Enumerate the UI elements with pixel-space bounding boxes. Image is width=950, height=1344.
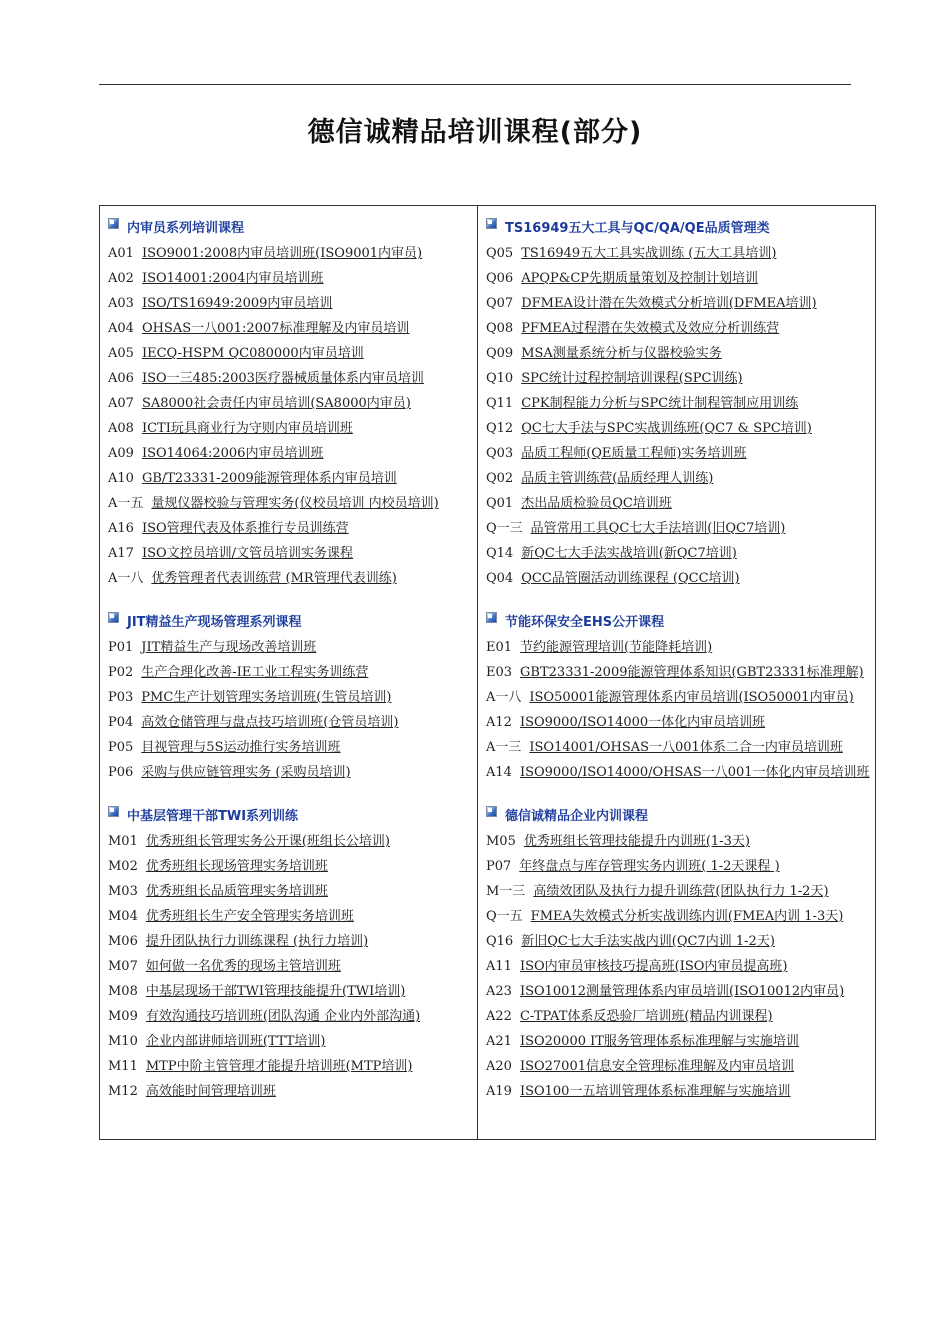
course-item	[486, 829, 870, 854]
right-column	[486, 216, 870, 1139]
section-bullet-icon	[108, 612, 119, 623]
course-item	[486, 316, 870, 341]
course-code: A16	[108, 521, 134, 536]
course-link[interactable]: 品管常用工具QC七大手法培训(旧QC7培训)	[530, 521, 786, 536]
course-item	[486, 904, 870, 929]
course-code: A07	[108, 396, 134, 411]
course-item	[486, 1079, 870, 1104]
course-item	[486, 391, 870, 416]
course-section	[486, 216, 870, 591]
course-link[interactable]: ISO14001/OHSAS一八001体系二合一内审员培训班	[529, 740, 843, 755]
course-code: Q09	[486, 346, 514, 361]
section-bullet-icon	[108, 218, 119, 229]
course-item	[108, 660, 470, 685]
course-item	[108, 854, 470, 879]
course-link[interactable]: 高效仓储管理与盘点技巧培训班(仓管员培训)	[141, 715, 399, 730]
course-link[interactable]: CPK制程能力分析与SPC统计制程管制应用训练	[521, 396, 799, 411]
course-link[interactable]: C-TPAT体系反恐验厂培训班(精品内训课程)	[519, 1009, 773, 1024]
course-code: A一八	[486, 690, 522, 705]
course-code: M02	[108, 859, 138, 874]
course-link[interactable]: 节约能源管理培训(节能降耗培训)	[520, 640, 713, 655]
course-item	[108, 416, 470, 441]
course-code: A一五	[108, 496, 144, 511]
course-item	[108, 879, 470, 904]
course-link[interactable]: 企业内部讲师培训班(TTT培训)	[145, 1034, 326, 1049]
course-link[interactable]: ISO9000/ISO14000/OHSAS一八001一体化内审员培训班	[519, 765, 870, 780]
course-item	[486, 291, 870, 316]
section-header	[486, 216, 870, 241]
course-link[interactable]: MTP中阶主管管理才能提升培训班(MTP培训)	[145, 1059, 413, 1074]
course-item	[108, 516, 470, 541]
course-link[interactable]: QC七大手法与SPC实战训练班(QC7 & SPC培训)	[521, 421, 812, 436]
course-item	[486, 760, 870, 785]
course-link[interactable]: 高绩效团队及执行力提升训练营(团队执行力 1-2天)	[533, 884, 829, 899]
course-code: M12	[108, 1084, 138, 1099]
course-code: A10	[108, 471, 134, 486]
course-link[interactable]: ISO20000 IT服务管理体系标准理解与实施培训	[519, 1034, 799, 1049]
course-link[interactable]: ISO一三485:2003医疗器械质量体系内审员培训	[141, 371, 424, 386]
course-code: M09	[108, 1009, 138, 1024]
section-header	[486, 610, 870, 635]
course-link[interactable]: ISO文控员培训/文管员培训实务课程	[141, 546, 354, 561]
course-item	[108, 316, 470, 341]
section-title: 德信诚精品企业内训课程	[505, 809, 649, 824]
course-item	[486, 416, 870, 441]
course-code: E03	[486, 665, 513, 680]
course-link[interactable]: FMEA失效模式分析实战训练内训(FMEA内训 1-3天)	[530, 909, 844, 924]
course-link[interactable]: 杰出品质检验员QC培训班	[521, 496, 672, 511]
section-header	[486, 804, 870, 829]
course-code: P05	[108, 740, 134, 755]
course-item	[486, 1054, 870, 1079]
course-section	[108, 610, 470, 785]
course-item	[108, 291, 470, 316]
course-link[interactable]: ISO14001:2004内审员培训班	[141, 271, 324, 286]
course-link[interactable]: 优秀管理者代表训练营 (MR管理代表训练)	[151, 571, 397, 586]
course-item	[486, 735, 870, 760]
course-table	[99, 205, 876, 1140]
section-title: 中基层管理干部TWI系列训练	[127, 809, 299, 824]
course-code: Q14	[486, 546, 514, 561]
left-column	[108, 216, 470, 1139]
section-bullet-icon	[108, 806, 119, 817]
course-code: M05	[486, 834, 516, 849]
course-code: A22	[486, 1009, 512, 1024]
course-code: A02	[108, 271, 134, 286]
section-bullet-icon	[486, 612, 497, 623]
course-link[interactable]: APQP&CP先期质量策划及控制计划培训	[521, 271, 759, 286]
course-link[interactable]: 高效能时间管理培训班	[145, 1084, 276, 1099]
course-link[interactable]: 优秀班组长生产安全管理实务培训班	[145, 909, 354, 924]
course-code: A05	[108, 346, 134, 361]
course-link[interactable]: ISO管理代表及体系推行专员训练营	[141, 521, 349, 536]
course-link[interactable]: DFMEA设计潜在失效模式分析培训(DFMEA培训)	[521, 296, 817, 311]
course-code: P06	[108, 765, 134, 780]
course-code: A23	[486, 984, 512, 999]
course-item	[108, 241, 470, 266]
course-code: A14	[486, 765, 512, 780]
course-link[interactable]: GB/T23331-2009能源管理体系内审员培训	[141, 471, 397, 486]
course-item	[108, 760, 470, 785]
course-item	[486, 979, 870, 1004]
course-code: Q05	[486, 246, 514, 261]
course-code: M04	[108, 909, 138, 924]
section-header	[108, 610, 470, 635]
course-link[interactable]: 有效沟通技巧培训班(团队沟通 企业内外部沟通)	[145, 1009, 421, 1024]
course-code: M一三	[486, 884, 526, 899]
course-code: A01	[108, 246, 134, 261]
course-code: P04	[108, 715, 134, 730]
course-link[interactable]: ISO/TS16949:2009内审员培训	[141, 296, 333, 311]
course-link[interactable]: IECQ-HSPM QC080000内审员培训	[141, 346, 364, 361]
course-link[interactable]: SPC统计过程控制培训课程(SPC训练)	[521, 371, 743, 386]
course-code: A19	[486, 1084, 512, 1099]
course-code: Q08	[486, 321, 514, 336]
course-item	[108, 929, 470, 954]
course-item	[486, 1029, 870, 1054]
course-section	[108, 804, 470, 1104]
course-link[interactable]: ISO内审员审核技巧提高班(ISO内审员提高班)	[519, 959, 788, 974]
course-link[interactable]: 优秀班组长管理技能提升内训班(1-3天)	[523, 834, 750, 849]
course-item	[108, 1054, 470, 1079]
course-item	[108, 685, 470, 710]
course-item	[486, 441, 870, 466]
section-title: TS16949五大工具与QC/QA/QE品质管理类	[505, 221, 770, 236]
course-code: P01	[108, 640, 134, 655]
course-item	[108, 829, 470, 854]
course-link[interactable]: 年终盘点与库存管理实务内训班( 1-2天课程 )	[519, 859, 780, 874]
course-code: Q11	[486, 396, 514, 411]
section-title: 节能环保安全EHS公开课程	[505, 615, 665, 630]
course-section	[486, 804, 870, 1104]
course-code: Q06	[486, 271, 514, 286]
course-code: A04	[108, 321, 134, 336]
course-link[interactable]: 优秀班组长管理实务公开课(班组长公培训)	[145, 834, 391, 849]
section-header	[108, 216, 470, 241]
course-code: A06	[108, 371, 134, 386]
course-code: A03	[108, 296, 134, 311]
course-code: Q04	[486, 571, 514, 586]
course-item	[108, 1029, 470, 1054]
course-item	[108, 341, 470, 366]
course-item	[486, 660, 870, 685]
section-bullet-icon	[486, 806, 497, 817]
course-code: Q一三	[486, 521, 523, 536]
course-item	[486, 366, 870, 391]
top-rule	[99, 84, 851, 85]
course-link[interactable]: 提升团队执行力训练课程 (执行力培训)	[145, 934, 369, 949]
course-link[interactable]: 中基层现场干部TWI管理技能提升(TWI培训)	[145, 984, 406, 999]
course-item	[108, 391, 470, 416]
course-code: A一三	[486, 740, 522, 755]
course-item	[486, 929, 870, 954]
course-item	[486, 1004, 870, 1029]
course-code: Q07	[486, 296, 514, 311]
course-code: Q10	[486, 371, 514, 386]
course-link[interactable]: PMC生产计划管理实务培训班(生管员培训)	[141, 690, 392, 705]
course-code: Q02	[486, 471, 514, 486]
course-item	[108, 441, 470, 466]
course-item	[486, 566, 870, 591]
course-item	[108, 466, 470, 491]
course-link[interactable]: 量规仪器校验与管理实务(仪校员培训 内校员培训)	[151, 496, 439, 511]
section-title: 内审员系列培训课程	[127, 221, 245, 236]
course-code: M10	[108, 1034, 138, 1049]
course-link[interactable]: QCC品管圈活动训练课程 (QCC培训)	[521, 571, 740, 586]
course-item	[486, 341, 870, 366]
course-code: M06	[108, 934, 138, 949]
course-code: Q01	[486, 496, 514, 511]
course-link[interactable]: 生产合理化改善-IE工业工程实务训练营	[141, 665, 369, 680]
page-title: 德信诚精品培训课程(部分)	[307, 117, 643, 148]
course-link[interactable]: TS16949五大工具实战训练 (五大工具培训)	[521, 246, 777, 261]
course-code: Q16	[486, 934, 514, 949]
course-link[interactable]: ISO14064:2006内审员培训班	[141, 446, 324, 461]
course-link[interactable]: 采购与供应链管理实务 (采购员培训)	[141, 765, 351, 780]
course-code: Q03	[486, 446, 514, 461]
course-code: M11	[108, 1059, 138, 1074]
course-link[interactable]: 优秀班组长品质管理实务培训班	[145, 884, 328, 899]
course-code: A09	[108, 446, 134, 461]
course-link[interactable]: 目视管理与5S运动推行实务培训班	[141, 740, 341, 755]
course-item	[486, 635, 870, 660]
course-link[interactable]: OHSAS一八001:2007标准理解及内审员培训	[141, 321, 410, 336]
course-code: E01	[486, 640, 513, 655]
course-code: M07	[108, 959, 138, 974]
section-title: JIT精益生产现场管理系列课程	[127, 615, 302, 630]
course-link[interactable]: 如何做一名优秀的现场主管培训班	[145, 959, 341, 974]
course-link[interactable]: ISO10012测量管理体系内审员培训(ISO10012内审员)	[519, 984, 845, 999]
course-item	[108, 635, 470, 660]
course-item	[108, 566, 470, 591]
course-item	[108, 904, 470, 929]
section-header	[108, 804, 470, 829]
course-item	[108, 266, 470, 291]
course-link[interactable]: 品质工程师(QE质量工程师)实务培训班	[521, 446, 747, 461]
course-link[interactable]: SA8000社会责任内审员培训(SA8000内审员)	[141, 396, 411, 411]
course-code: A20	[486, 1059, 512, 1074]
course-code: P03	[108, 690, 134, 705]
course-code: A一八	[108, 571, 144, 586]
course-item	[108, 735, 470, 760]
course-item	[108, 1079, 470, 1104]
course-item	[108, 366, 470, 391]
course-link[interactable]: ISO27001信息安全管理标准理解及内审员培训	[519, 1059, 794, 1074]
course-item	[108, 541, 470, 566]
course-item	[486, 685, 870, 710]
course-code: Q12	[486, 421, 514, 436]
course-item	[108, 954, 470, 979]
course-link[interactable]: ISO100一五培训管理体系标准理解与实施培训	[519, 1084, 791, 1099]
course-code: M03	[108, 884, 138, 899]
course-section	[486, 610, 870, 785]
course-code: P02	[108, 665, 134, 680]
course-link[interactable]: ICTI玩具商业行为守则内审员培训班	[141, 421, 353, 436]
course-code: A11	[486, 959, 512, 974]
course-link[interactable]: GBT23331-2009能源管理体系知识(GBT23331标准理解)	[520, 665, 864, 680]
course-item	[486, 466, 870, 491]
course-item	[108, 979, 470, 1004]
course-item	[486, 241, 870, 266]
course-link[interactable]: 新QC七大手法实战培训(新QC7培训)	[521, 546, 737, 561]
course-item	[108, 710, 470, 735]
course-code: A17	[108, 546, 134, 561]
course-item	[486, 854, 870, 879]
course-item	[108, 1004, 470, 1029]
course-code: P07	[486, 859, 512, 874]
course-item	[486, 266, 870, 291]
course-item	[486, 541, 870, 566]
course-item	[486, 879, 870, 904]
course-link[interactable]: 品质主管训练营(品质经理人训练)	[521, 471, 714, 486]
course-item	[486, 954, 870, 979]
course-link[interactable]: ISO50001能源管理体系内审员培训(ISO50001内审员)	[529, 690, 854, 705]
course-link[interactable]: JIT精益生产与现场改善培训班	[141, 640, 317, 655]
course-link[interactable]: 优秀班组长现场管理实务培训班	[145, 859, 328, 874]
course-code: A08	[108, 421, 134, 436]
section-bullet-icon	[486, 218, 497, 229]
course-code: M08	[108, 984, 138, 999]
course-link[interactable]: ISO9000/ISO14000一体化内审员培训班	[519, 715, 766, 730]
course-code: Q一五	[486, 909, 523, 924]
course-item	[108, 491, 470, 516]
course-item	[486, 710, 870, 735]
course-link[interactable]: 新旧QC七大手法实战内训(QC7内训 1-2天)	[521, 934, 775, 949]
course-code: A21	[486, 1034, 512, 1049]
course-item	[486, 491, 870, 516]
course-section	[108, 216, 470, 591]
course-link[interactable]: PFMEA过程潜在失效模式及效应分析训练营	[521, 321, 780, 336]
course-item	[486, 516, 870, 541]
course-link[interactable]: MSA测量系统分析与仪器校验实务	[521, 346, 722, 361]
course-code: M01	[108, 834, 138, 849]
column-divider	[477, 206, 478, 1139]
course-link[interactable]: ISO9001:2008内审员培训班(ISO9001内审员)	[141, 246, 423, 261]
course-code: A12	[486, 715, 512, 730]
